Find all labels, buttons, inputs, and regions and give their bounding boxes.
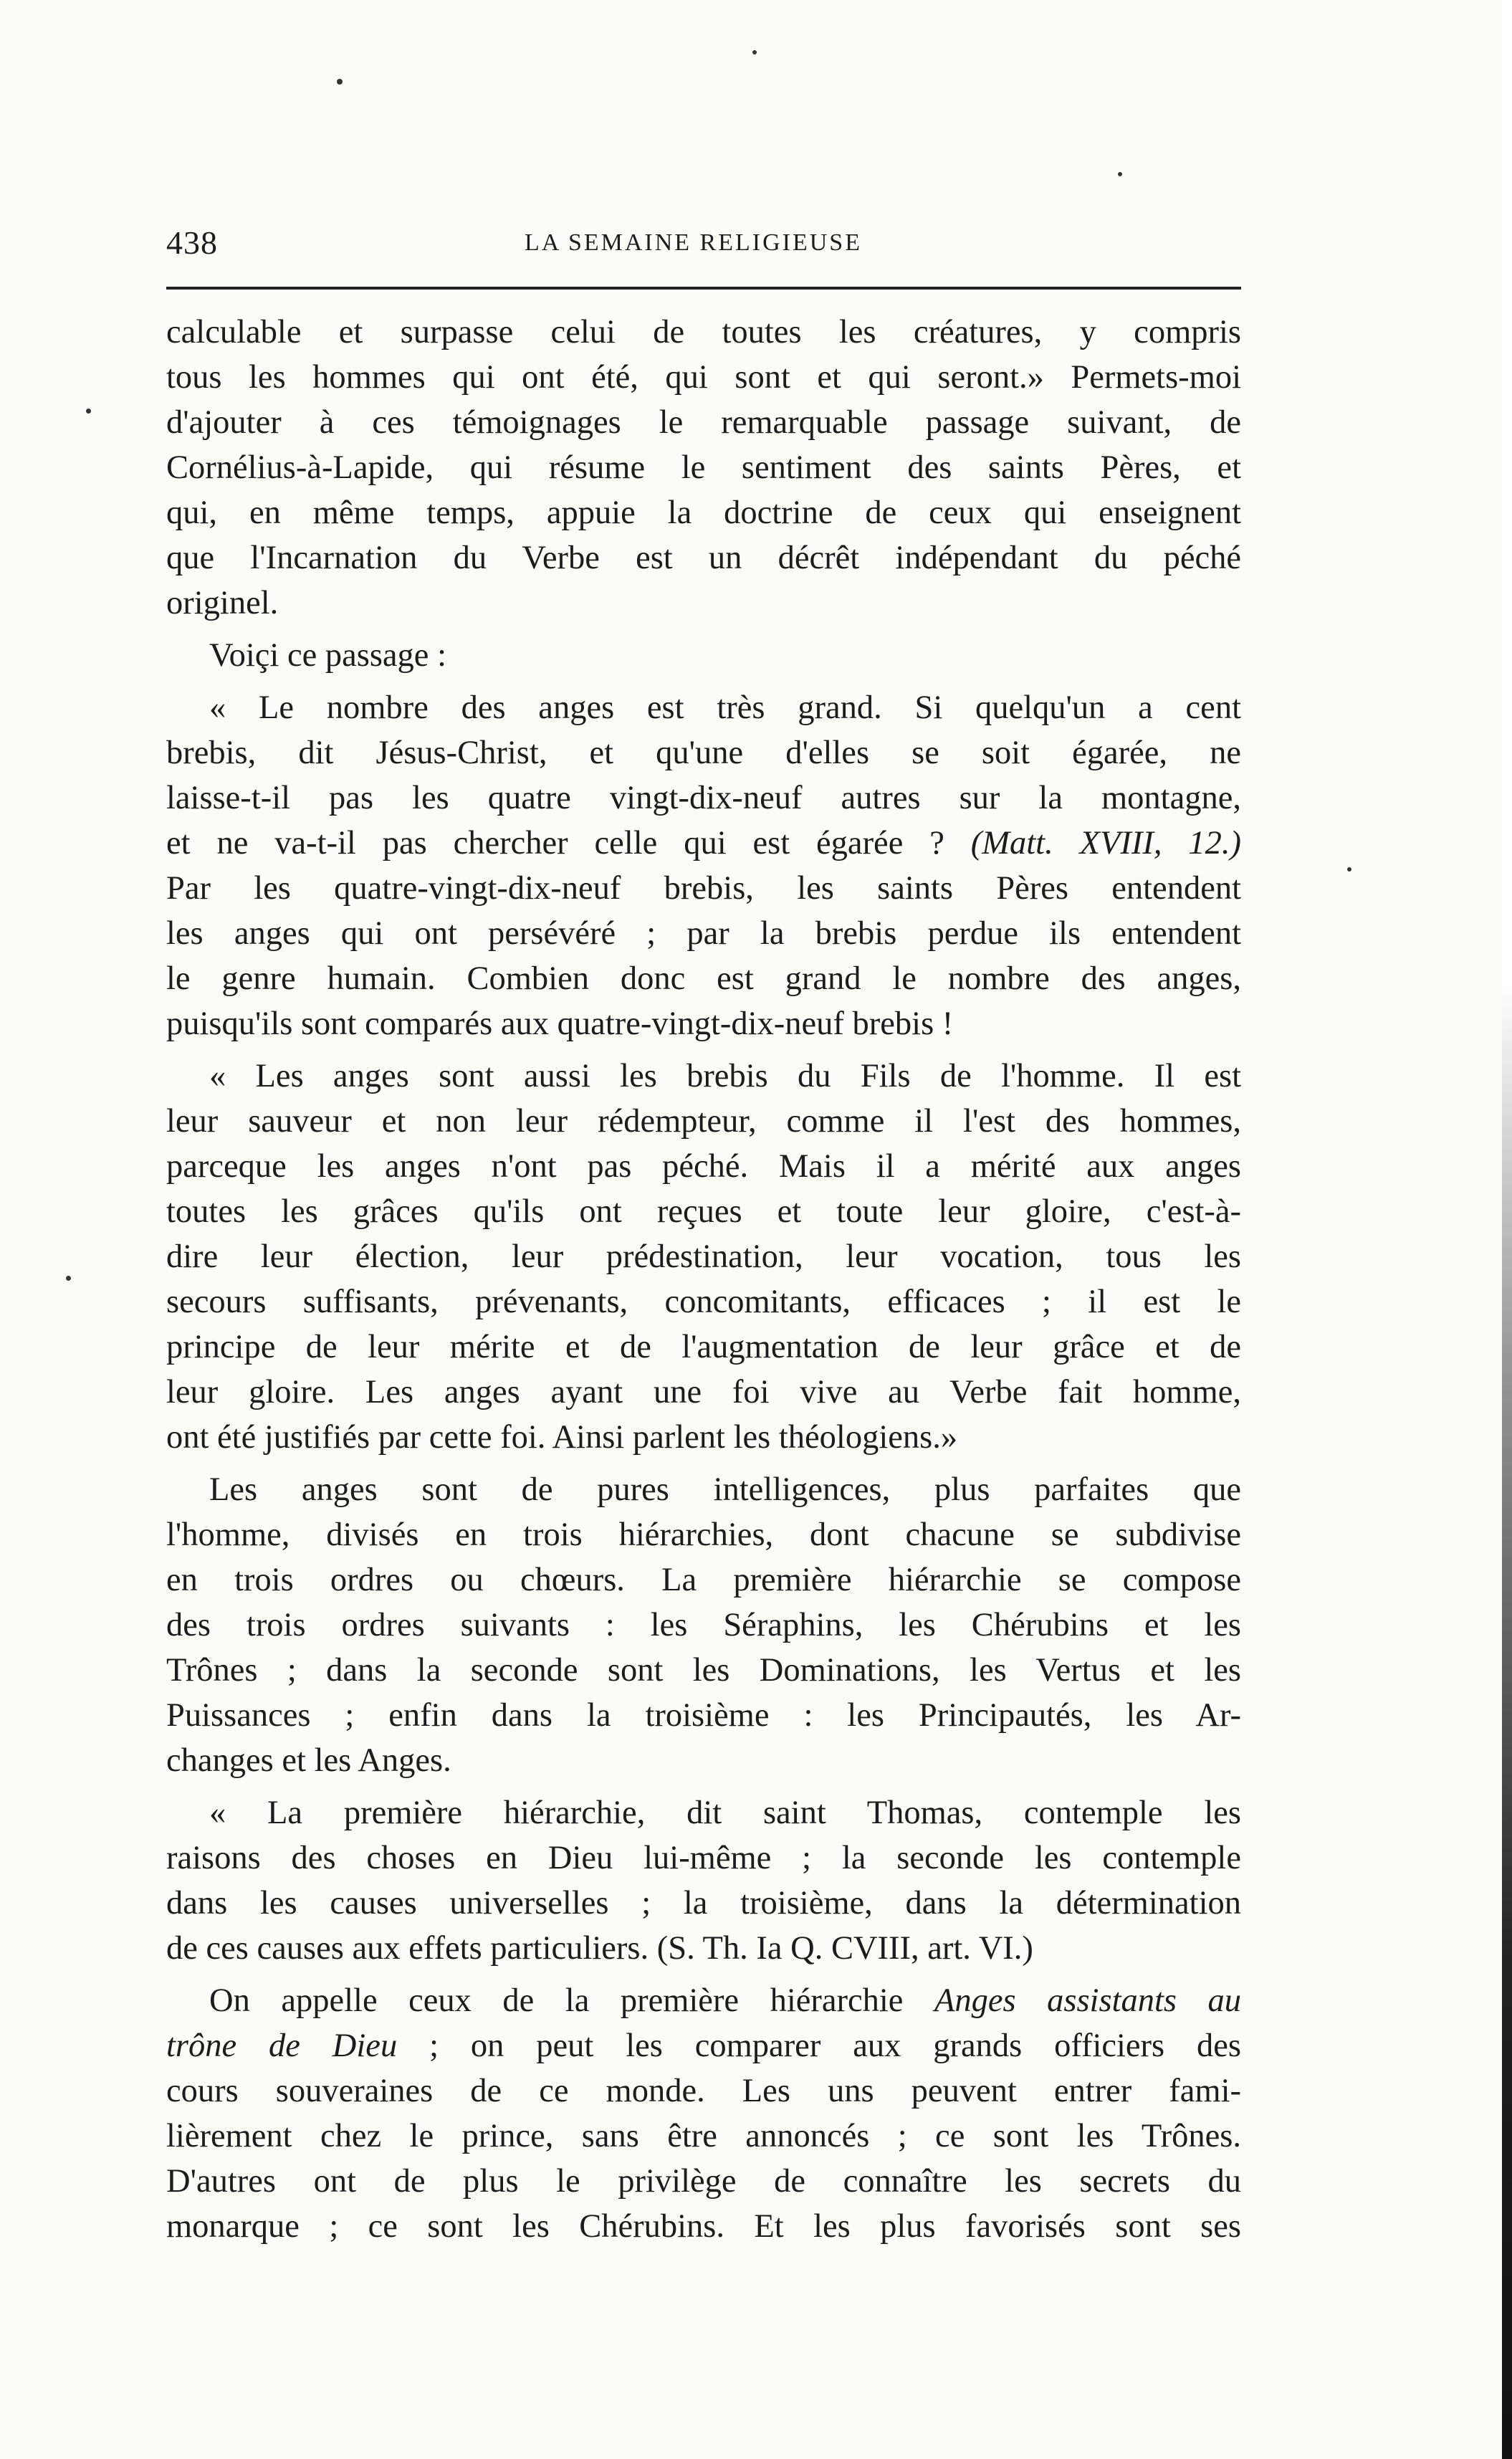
text-line: lièrement chez le prince, sans être annoncés ; ce sont les Trônes.	[166, 2118, 1241, 2154]
text-line: Par les quatre-vingt-dix-neuf brebis, les saints Pères entendent	[166, 870, 1241, 907]
text-line: Cornélius-à-Lapide, qui résume le sentiment des saints Pères, et	[166, 449, 1241, 486]
text-line: calculable et surpasse celui de toutes les créatures, y compris	[166, 314, 1241, 350]
page-number: 438	[166, 224, 218, 261]
text-line: l'homme, divisés en trois hiérarchies, dont chacune se subdivise	[166, 1517, 1241, 1553]
bible-reference: (Matt. XVIII, 12.)	[970, 825, 1241, 861]
header-rule	[166, 287, 1241, 290]
text-line: cours souveraines de ce monde. Les uns peuvent entrer fami-	[166, 2073, 1241, 2109]
page-header	[166, 224, 1241, 267]
paragraph-7	[166, 1978, 1241, 2249]
text-line: Puissances ; enfin dans la troisième : les Principautés, les Ar-	[166, 1697, 1241, 1734]
text-line: d'ajouter à ces témoignages le remarquable passage suivant, de	[166, 404, 1241, 441]
text-line: puisqu'ils sont comparés aux quatre-vingt-dix-neuf brebis !	[166, 1006, 954, 1042]
text-line: « Le nombre des anges est très grand. Si quelqu'un a cent	[209, 689, 1241, 726]
text-line: Trônes ; dans la seconde sont les Dominations, les Vertus et les	[166, 1652, 1241, 1689]
text-line: raisons des choses en Dieu lui-même ; la seconde les contemple	[166, 1840, 1241, 1876]
paragraph-6	[166, 1790, 1241, 1971]
text-line: qui, en même temps, appuie la doctrine de ceux qui enseignent	[166, 495, 1241, 531]
text-line: leur sauveur et non leur rédempteur, comme il l'est des hommes,	[166, 1103, 1241, 1140]
text-line: principe de leur mérite et de l'augmentation de leur grâce et de	[166, 1329, 1241, 1365]
text-line: toutes les grâces qu'ils ont reçues et toute leur gloire, c'est-à-	[166, 1193, 1241, 1230]
text-line: des trois ordres suivants : les Séraphins, les Chérubins et les	[166, 1607, 1241, 1643]
text-line: dans les causes universelles ; la troisième, dans la détermination	[166, 1885, 1241, 1921]
scan-speck	[1347, 867, 1351, 872]
text-line	[166, 1978, 1241, 2023]
italic-term: Anges assistants au	[934, 1982, 1241, 2019]
paragraph-4	[166, 1054, 1241, 1460]
text-line: que l'Incarnation du Verbe est un décrêt indépendant du péché	[166, 540, 1241, 576]
scan-edge-shadow	[1502, 0, 1512, 2459]
text-line	[166, 2023, 1241, 2068]
text-line: secours suffisants, prévenants, concomitants, efficaces ; il est le	[166, 1284, 1241, 1320]
text-line: ont été justifiés par cette foi. Ainsi parlent les théologiens.»	[166, 1419, 958, 1456]
text-run: et ne va-t-il pas chercher celle qui est égarée ?	[166, 825, 944, 861]
text-line: leur gloire. Les anges ayant une foi vive au Verbe fait homme,	[166, 1374, 1241, 1410]
text-line: laisse-t-il pas les quatre vingt-dix-neuf autres sur la montagne,	[166, 780, 1241, 816]
text-line: Les anges sont de pures intelligences, plus parfaites que	[209, 1471, 1241, 1508]
text-line: tous les hommes qui ont été, qui sont et qui seront.» Permets-moi	[166, 359, 1241, 396]
text-line: de ces causes aux effets particuliers. (S. Th. Ia Q. CVIII, art. VI.)	[166, 1930, 1033, 1967]
text-line: Voiçi ce passage :	[209, 637, 446, 674]
text-run: ; on peut les comparer aux grands officiers des	[429, 2028, 1241, 2064]
text-line: « La première hiérarchie, dit saint Thomas, contemple les	[209, 1795, 1241, 1831]
text-line: monarque ; ce sont les Chérubins. Et les plus favorisés sont ses	[166, 2208, 1241, 2245]
text-line: changes et les Anges.	[166, 1742, 451, 1779]
text-line: « Les anges sont aussi les brebis du Fils de l'homme. Il est	[209, 1058, 1241, 1094]
text-line: les anges qui ont persévéré ; par la brebis perdue ils entendent	[166, 915, 1241, 952]
paragraph-3	[166, 685, 1241, 1046]
text-line	[166, 821, 1241, 866]
paragraph-2	[166, 633, 1241, 678]
text-line: le genre humain. Combien donc est grand le nombre des anges,	[166, 960, 1241, 997]
paragraph-1	[166, 310, 1241, 626]
text-line: dire leur élection, leur prédestination, leur vocation, tous les	[166, 1238, 1241, 1275]
body-text	[166, 310, 1241, 2249]
text-line: brebis, dit Jésus-Christ, et qu'une d'elles se soit égarée, ne	[166, 735, 1241, 771]
text-line: en trois ordres ou chœurs. La première hiérarchie se compose	[166, 1562, 1241, 1598]
scan-speck	[1118, 172, 1122, 176]
paragraph-5	[166, 1467, 1241, 1783]
text-line: originel.	[166, 585, 279, 621]
text-run: On appelle ceux de la première hiérarchie	[209, 1982, 904, 2019]
scan-speck	[86, 409, 91, 414]
text-line: D'autres ont de plus le privilège de connaître les secrets du	[166, 2163, 1241, 2200]
running-title: LA SEMAINE RELIGIEUSE	[525, 229, 862, 256]
scan-speck	[337, 79, 343, 85]
text-line: parceque les anges n'ont pas péché. Mais il a mérité aux anges	[166, 1148, 1241, 1185]
scan-speck	[752, 50, 757, 54]
scan-speck	[66, 1276, 71, 1281]
italic-term: trône de Dieu	[166, 2028, 398, 2064]
